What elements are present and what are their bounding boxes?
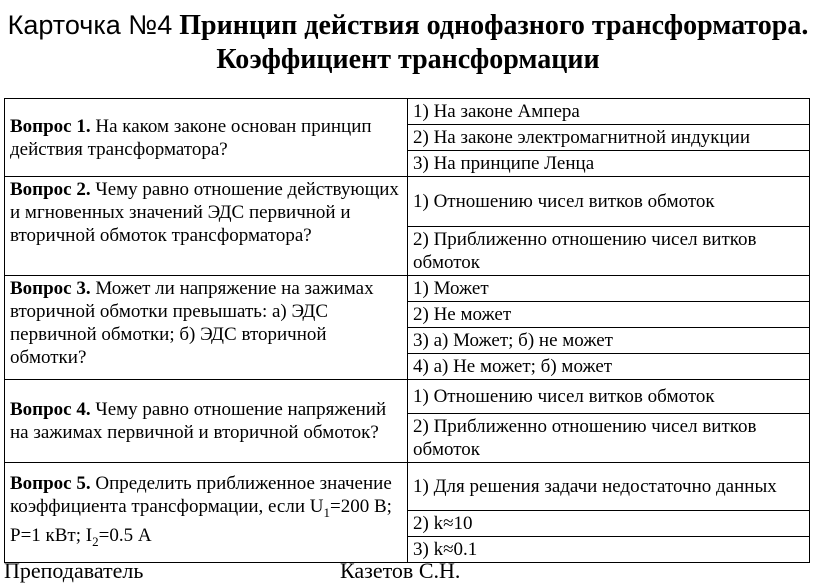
answer-option: 3) k≈0.1 bbox=[408, 537, 810, 563]
title-line-1 bbox=[0, 8, 816, 43]
question-text: На каком законе основан принцип действия трансформатора? bbox=[10, 115, 372, 160]
question-1-cell bbox=[5, 99, 408, 177]
answer-option: 2) На законе электромагнитной индукции bbox=[408, 125, 810, 151]
table-row bbox=[5, 177, 810, 227]
question-text: Определить приближенное значение коэффициента трансформации, если U bbox=[10, 473, 392, 518]
teacher-name: Казетов С.Н. bbox=[340, 558, 461, 583]
subscript: 2 bbox=[92, 533, 99, 549]
card-number: Карточка №4 bbox=[7, 10, 173, 40]
question-4-cell bbox=[5, 380, 408, 463]
answer-option: 2) k≈10 bbox=[408, 511, 810, 537]
card-title bbox=[0, 8, 816, 77]
answer-option: 4) а) Не может; б) может bbox=[408, 354, 810, 380]
question-text: Может ли напряжение на зажимах вторичной обмотки превышать: а) ЭДС первичной обмотки; б) ЭДС вторичной обмотки? bbox=[10, 278, 374, 368]
answer-option: 2) Приближенно отношению чисел витков обмоток bbox=[408, 414, 810, 463]
card-heading-2: Коэффициент трансформации bbox=[216, 44, 600, 75]
answer-option: 1) Отношению чисел витков обмоток bbox=[408, 177, 810, 227]
question-text: =0.5 А bbox=[98, 525, 152, 546]
answer-option: 3) а) Может; б) не может bbox=[408, 328, 810, 354]
answer-option: 1) На законе Ампера bbox=[408, 99, 810, 125]
question-3-cell bbox=[5, 276, 408, 380]
answer-option: 2) Приближенно отношению чисел витков обмоток bbox=[408, 227, 810, 276]
answer-option: 3) На принципе Ленца bbox=[408, 151, 810, 177]
answer-option: 1) Отношению чисел витков обмоток bbox=[408, 380, 810, 414]
question-text: Чему равно отношение действующих и мгновенных значений ЭДС первичной и вторичной обмоток трансформатора? bbox=[10, 179, 399, 246]
question-label: Вопрос 1. bbox=[10, 115, 91, 137]
question-label: Вопрос 2. bbox=[10, 179, 91, 200]
questions-table bbox=[4, 98, 810, 563]
answer-option: 1) Для решения задачи недостаточно данных bbox=[408, 463, 810, 511]
card-heading-1: Принцип действия однофазного трансформатора. bbox=[179, 10, 809, 41]
table-row bbox=[5, 99, 810, 125]
question-label: Вопрос 3. bbox=[10, 278, 91, 299]
question-label: Вопрос 4. bbox=[10, 399, 91, 420]
question-label: Вопрос 5. bbox=[10, 473, 91, 495]
teacher-label: Преподаватель bbox=[4, 558, 144, 583]
answer-option: 2) Не может bbox=[408, 302, 810, 328]
table-row bbox=[5, 380, 810, 414]
answer-option: 1) Может bbox=[408, 276, 810, 302]
question-5-cell bbox=[5, 463, 408, 563]
question-2-cell bbox=[5, 177, 408, 276]
table-row bbox=[5, 463, 810, 511]
question-text: =200 В; Р=1 кВт; I bbox=[10, 496, 392, 546]
subscript: 1 bbox=[323, 505, 330, 520]
table-row bbox=[5, 276, 810, 302]
question-text: Чему равно отношение напряжений на зажимах первичной и вторичной обмоток? bbox=[10, 399, 387, 443]
